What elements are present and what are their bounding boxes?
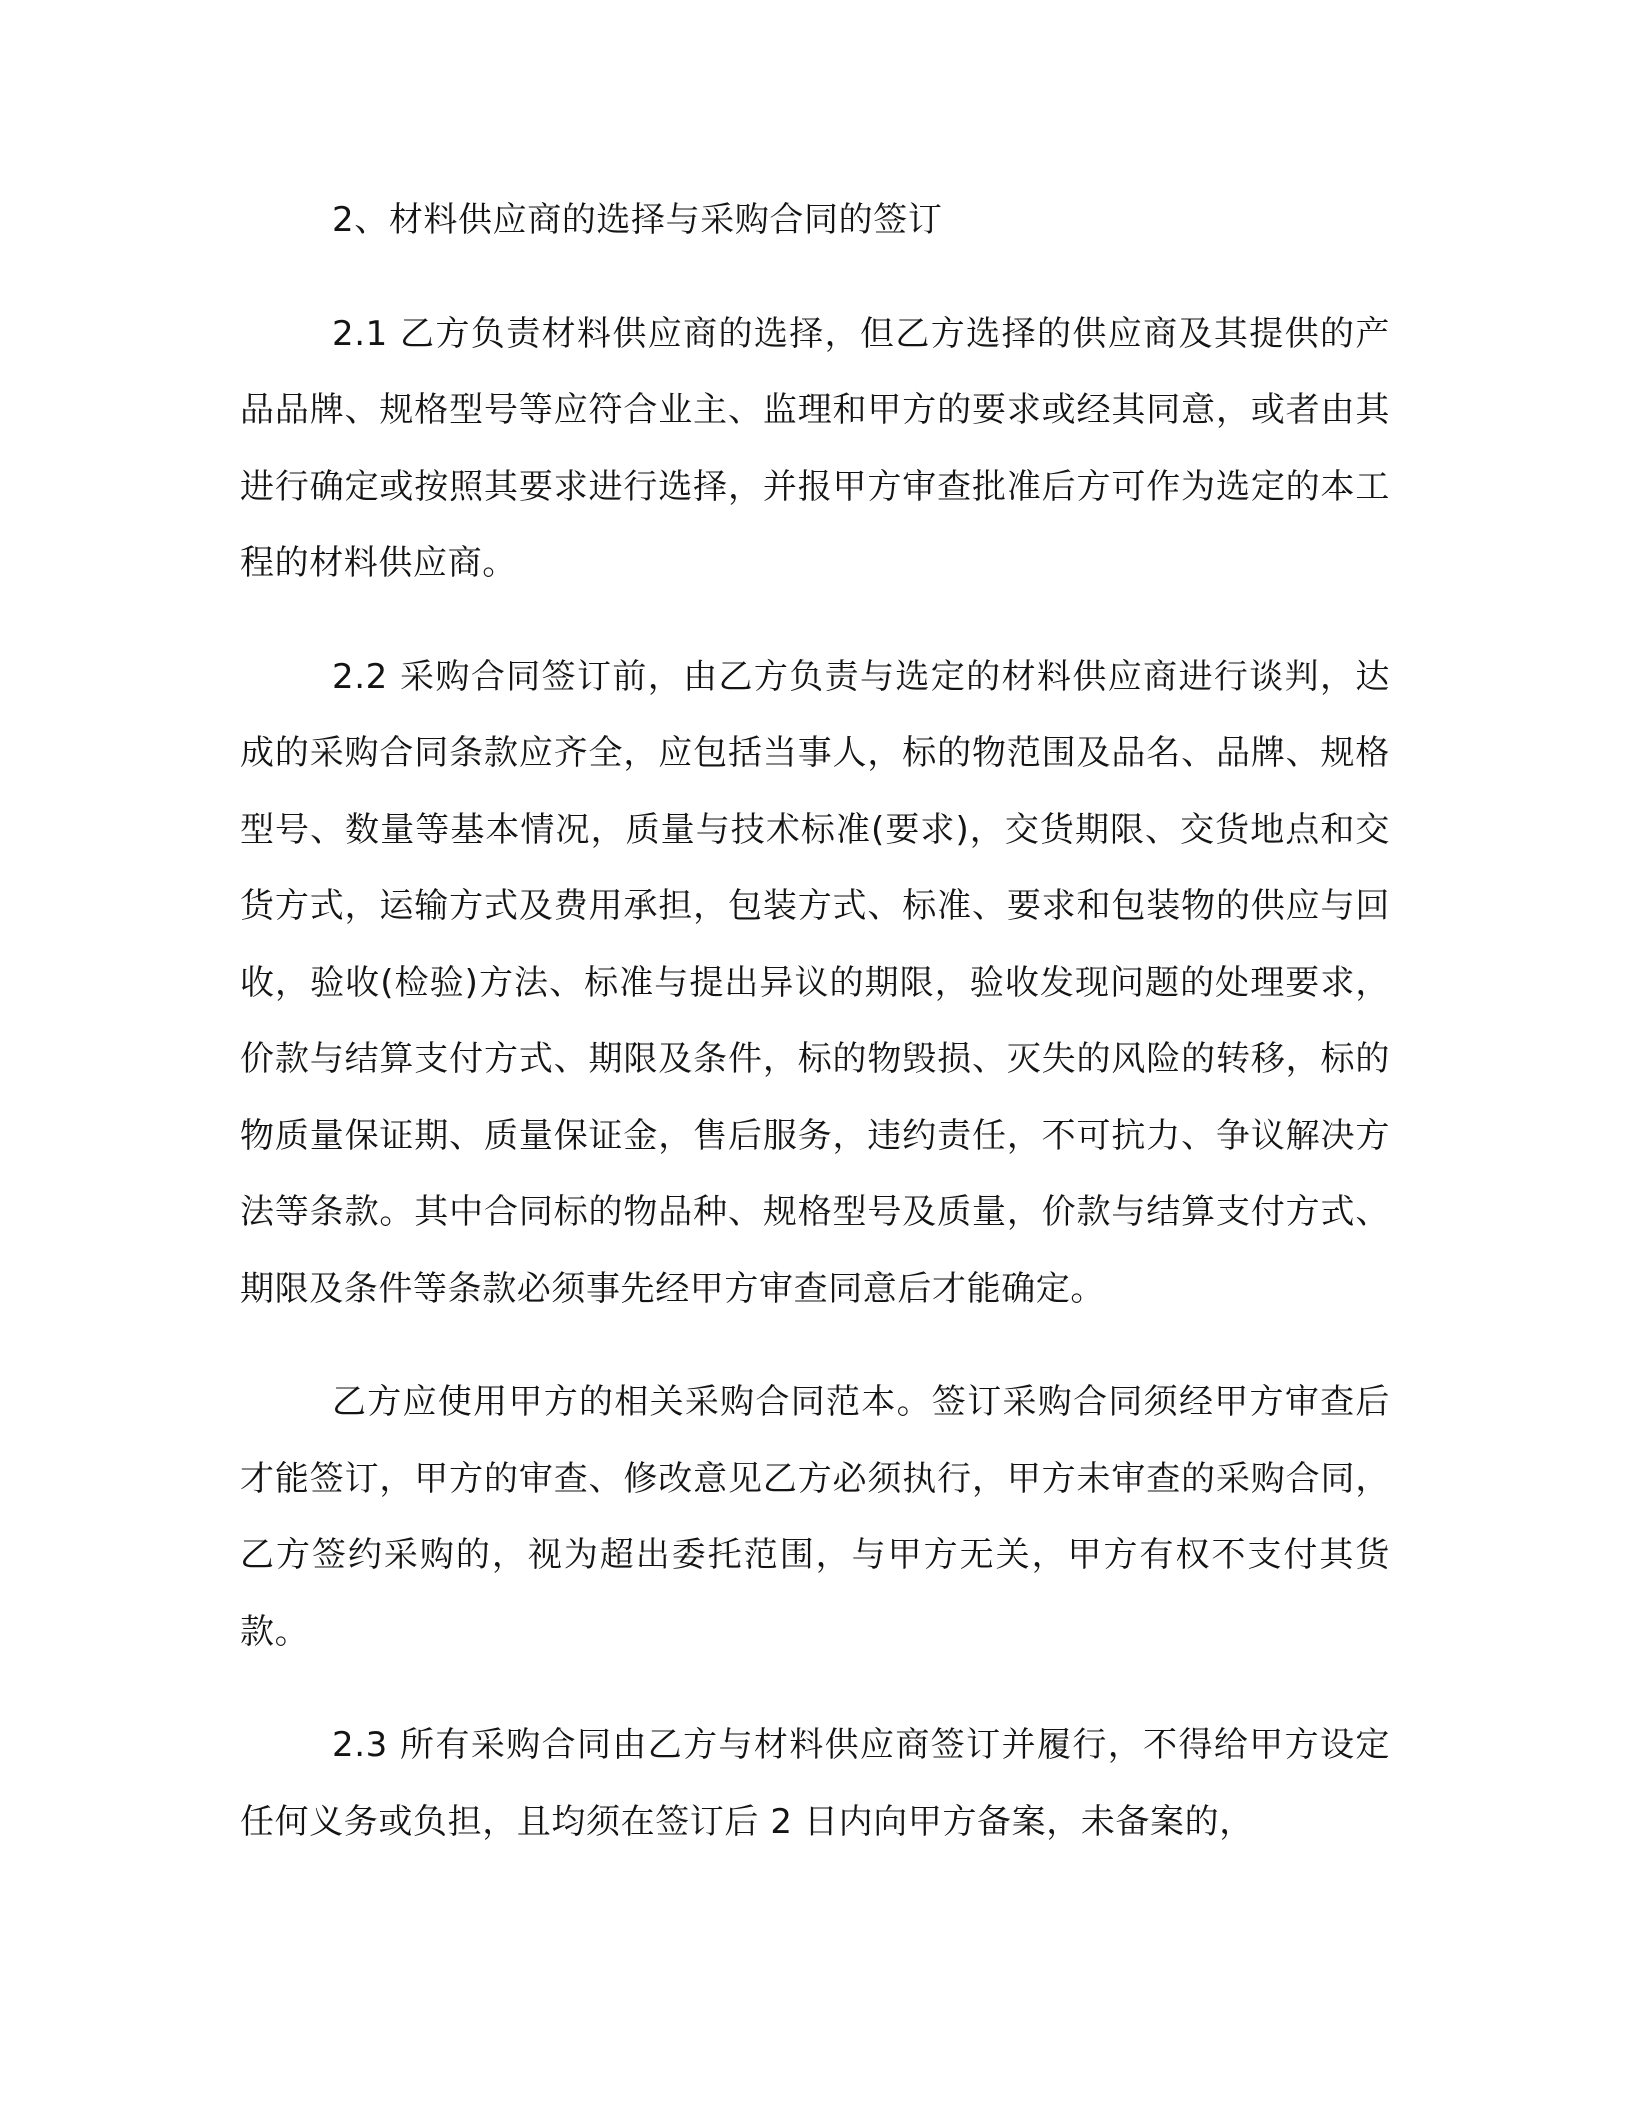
document-body: [240, 182, 1390, 1860]
paragraph-2-3: 2.3 所有采购合同由乙方与材料供应商签订并履行，不得给甲方设定任何义务或负担，且均须在签订后 2 日内向甲方备案，未备案的，: [240, 1725, 1390, 1842]
paragraph-2-2: 2.2 采购合同签订前，由乙方负责与选定的材料供应商进行谈判，达成的采购合同条款应齐全，应包括当事人，标的物范围及品名、品牌、规格型号、数量等基本情况，质量与技术标准(要求)，交货期限、交货地点和交货方式，运输方式及费用承担，包装方式、标准、要求和包装物的供应与回收，验收(检验)方法、标准与提出异议的期限，验收发现问题的处理要求，价款与结算支付方式、期限及条件，标的物毁损、灭失的风险的转移，标的物质量保证期、质量保证金，售后服务，违约责任，不可抗力、争议解决方法等条款。其中合同标的物品种、规格型号及质量，价款与结算支付方式、期限及条件等条款必须事先经甲方审查同意后才能确定。: [240, 656, 1390, 1309]
paragraph-2-1: 2.1 乙方负责材料供应商的选择，但乙方选择的供应商及其提供的产品品牌、规格型号等应符合业主、监理和甲方的要求或经其同意，或者由其进行确定或按照其要求进行选择，并报甲方审查批准后方可作为选定的本工程的材料供应商。: [240, 313, 1390, 583]
section-heading: 2、材料供应商的选择与采购合同的签订: [332, 200, 943, 240]
paragraph-template-requirement: 乙方应使用甲方的相关采购合同范本。签订采购合同须经甲方审查后才能签订，甲方的审查、修改意见乙方必须执行，甲方未审查的采购合同，乙方签约采购的，视为超出委托范围，与甲方无关，甲方有权不支付其货款。: [240, 1382, 1390, 1652]
